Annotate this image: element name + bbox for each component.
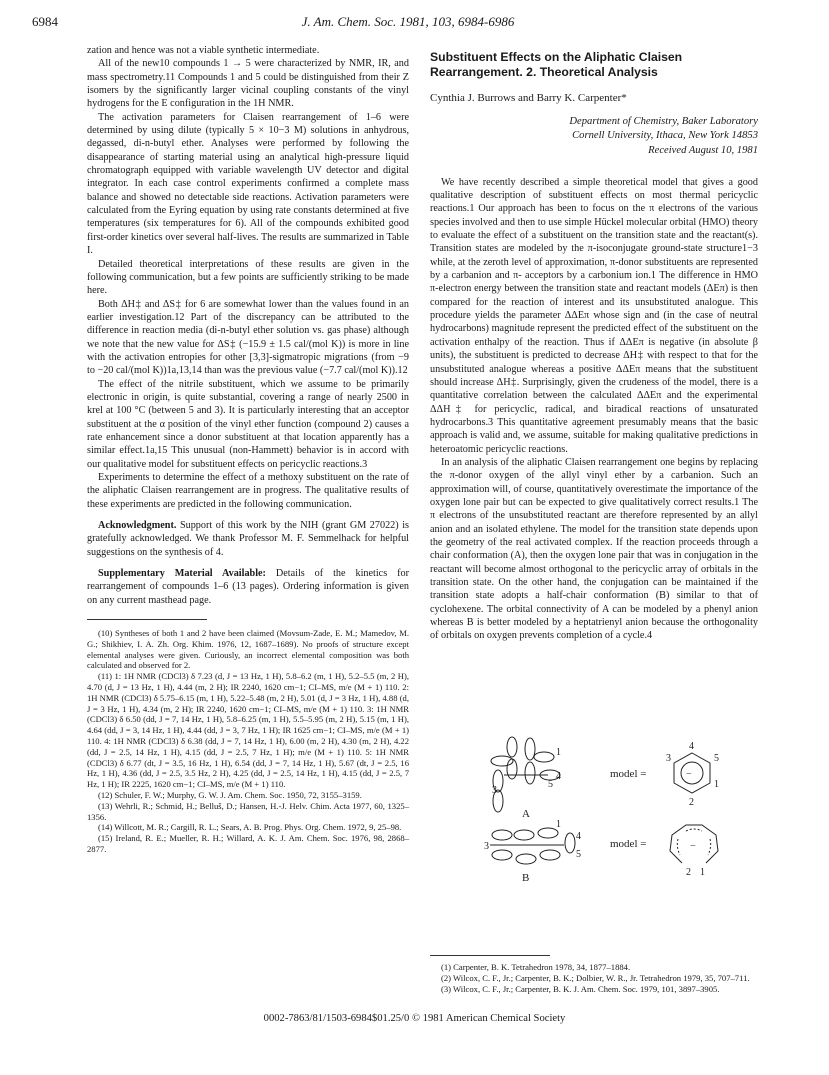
reference: (15) Ireland, R. E.; Mueller, R. H.; Willard, A. K. J. Am. Chem. Soc. 1976, 98, 2868–2877. [87,833,409,855]
journal-citation: J. Am. Chem. Soc. 1981, 103, 6984-6986 [301,14,515,29]
orbital-number: 5 [548,779,553,790]
orbital-figure [430,735,760,885]
svg-text:−: − [690,841,696,852]
reference: (13) Wehrli, R.; Schmid, H.; Belluš, D.; Hansen, H.-J. Helv. Chim. Acta 1977, 60, 1325–1356. [87,800,409,822]
article-title: Substituent Effects on the Aliphatic Claisen Rearrangement. 2. Theoretical Analysis [430,50,683,79]
orbital-number: 3 [492,785,497,796]
ring-number: 1 [700,867,705,878]
body-paragraph: zation and hence was not a viable synthetic intermediate. [87,45,320,56]
acknowledgment-title: Acknowledgment. [98,520,177,532]
affiliation-line: Department of Chemistry, Baker Laboratory [569,116,758,128]
supplementary-material [87,567,409,607]
ring-number: 2 [689,797,694,808]
authors: Cynthia J. Burrows and Barry K. Carpenter* [430,92,627,104]
orbital-diagram [430,735,760,885]
ring-number: 5 [714,753,719,764]
reference: (1) Carpenter, B. K. Tetrahedron 1978, 34, 1877–1884. [441,962,631,972]
heptatrienyl-anion-model [670,825,718,863]
page-header [28,14,788,36]
structure-label-a: A [522,808,530,820]
footnote-rule [430,955,550,956]
orbital-number: 4 [576,831,581,842]
body-paragraph: Experiments to determine the effect of a methoxy substituent on the rate of the aliphatic Claisen rearrangement are in progress. The qualitative results of these experiments are predicted in the following communication. [87,472,409,510]
footnote-rule [87,619,207,620]
reference: (12) Schuler, F. W.; Murphy, G. W. J. Am. Chem. Soc. 1950, 72, 3155–3159. [98,790,362,801]
half-chair-orbitals-b [490,828,575,864]
acknowledgment [87,519,409,559]
orbital-number: 5 [576,849,581,860]
orbital-number: 1 [556,747,561,758]
body-paragraph: We have recently described a simple theoretical model that gives a good qualitative description of substituent effects on most thermal pericyclic reactions.1 Our approach has been to focus on the π electrons of the various species involved and then to use simple Hückel molecular orbital (HMO) theory to evaluate the effect of a substituent on the transition state and the reactant(s). Transition states are modeled by the π-isoconjugate ground-state structure1−3 while, at the zeroth level of approximation, π-donor substituents are represented by a carbanion and π- acceptors by a carbonium ion.1 The difference in HMO π-electron energy between the transition state and reactant models (ΔEπ) is then compared for the reaction of interest and its unsubstituted analogue. This procedure yields the parameter ΔΔEπ whose sign and (in the case of neutral hydrocarbons) magnitude represent the predicted effect of the substituent on the activation enthalpy of the reaction. Thus if ΔΔEπ is negative (in absolute β units), the substituent is predicted to decrease ΔH‡ with respect to that for the unsubstituted analogue whereas a positive ΔΔEπ means that the substituent should increase ΔH‡. Surprisingly, given the crudeness of the model, there is a quantitative correlation between the calculated ΔΔEπ and the experimental ΔΔH‡ for pericyclic, radical, and biradical reactions of unsaturated hydrocarbons.3 This quantitative agreement presumably means that the basic approach is valid and, we assume, suitable for making qualitative predictions in heteroatomic pericyclic reactions. [430,176,758,455]
structure-label-b: B [522,872,530,884]
body-paragraph: In an analysis of the aliphatic Claisen rearrangement one begins by replacing the π-donor oxygen of the allyl vinyl ether by a carbanion. Such an approximation will, of course, quantitatively overestimate the importance of the oxygen lone pair but can be expected to give qualitatively correct results.1 The π electrons of the unsubstituted reactant are therefore represented by an allyl anion and an isolated ethylene. The model for the transition state depends upon the geometry of the real activated complex. If the reaction proceeds through a chair conformation (A), then the oxygen lone pair that was in conjugation in the reactant will become almost orthogonal to the pericyclic array of orbitals in the transition state. On the other hand, the conjugation can be maintained if the transition state adopts a half-chair conformation (B) similar to that of cyclohexene. The orbital connectivity of A can be modeled by a phenyl anion whereas B is better modeled by a heptatrienyl anion because the orthogonality of orbitals on oxygen prevents completion of a cycle.4 [430,456,758,642]
body-paragraph: The activation parameters for Claisen rearrangement of 1–6 were determined by using dilute (typically 5 × 10−3 M) solutions in anhydrous, degassed, di-n-butyl ether. Analyses were performed by following the disappearance of starting material using an analytical high-pressure liquid chromatograph equipped with variable wavelength UV detector and digital integrator. In each case control experiments confirmed a complete mass balance and showed no detectable side reactions. Activation parameters were calculated from the Eyring equation by using rate constants determined at five temperatures (six temperatures for 6). All of the compounds exhibited good first-order kinetics over several half-lives. The results are summarized in Table I. [87,111,409,257]
body-paragraph: The effect of the nitrile substituent, which we assume to be primarily electronic in origin, is quite substantial, covering a range of nearly 2500 in krel at 100 °C (between 5 and 3). It is particularly interesting that an acceptor substituent at the α position of the vinyl ether function (compound 2) causes a rate enhancement since a donor substituent at that location apparently has a similar effect.1a,15 This unusual (non-Hammett) behavior is in accord with our qualitative model for substituent effects on pericyclic reactions.3 [87,378,409,470]
reference: (11) 1: 1H NMR (CDCl3) δ 7.23 (d, J = 13 Hz, 1 H), 5.8–6.2 (m, 1 H), 5.2–5.5 (m, 2 H), 4.70 (d, J = 13 Hz, 1 H), 4.44 (m, 2 H); IR 2240, 1620 cm−1; CI–MS, m/e (M + 1) 110. 2: 1H NMR (CDCl3) δ 5.75–6.15 (m, 1 H), 5.22–5.48 (m, 2 H), 5.01 (d, J = 3 Hz, 1 H), 4.88 (d, J = 3 Hz, 1 H), 4.34 (m, 2 H); IR 2240, 1620 cm−1; CI–MS, m/e (M + 1) 110. 3: 1H NMR (CDCl3) δ 6.50 (dd, J = 7, 14 Hz, 1 H), 5.8–6.25 (m, 1 H), 5.5–5.95 (m, 2 H), 5.15 (m, 1 H), 4.64 (dd, J = 3, 14 Hz, 1 H), 4.44 (dd, J = 3, 7 Hz, 1 H); IR 1625 cm−1; CI–MS, m/e (M + 1) 110. 4: 1H NMR (CDCl3) δ 6.38 (dd, J = 7, 14 Hz, 1 H), 6.00 (m, 2 H), 4.30 (m, 2 H), 4.22 (dd, J = 2.5, 14 Hz, 1 H), 4.15 (dd, J = 2.5, 7 Hz, 1 H); m/e (M + 1) 110. 5: 1H NMR (CDCl3) δ 6.77 (dt, J = 3.5, 16 Hz, 1 H), 6.54 (dd, J = 7, 14 Hz, 1 H), 5.67 (dt, J = 2.5, 16 Hz, 1 H), 4.36 (dd, J = 2.5, 3.5 Hz, 2 H), 4.25 (dd, J = 2.5, 14 Hz, 1 H), 4.15 (dd, J = 2.5, 7 Hz, 1 H); IR 2225, 1620 cm−1; CI–MS, m/e (M + 1) 110. [87,671,409,790]
left-references [87,628,409,855]
orbital-number: 1 [556,819,561,830]
ring-number: 3 [666,753,671,764]
ring-number: 1 [714,779,719,790]
received-date: Received August 10, 1981 [648,145,758,157]
acknowledgment-text: Support of this work by the NIH (grant GM 27022) is gratefully acknowledged. We thank Professor M. F. Semmelhack for helpful suggestions on the synthesis of 4. [87,520,410,558]
chair-orbitals-a [491,737,560,812]
body-paragraph: Both ΔH‡ and ΔS‡ for 6 are somewhat lower than the values found in an earlier investigation.12 Part of the discrepancy can be attributed to the difference in reaction media (di-n-butyl ether solution vs. gas phase) although we note that the new value for ΔS‡ (−15.9 ± 1.5 cal/(mol K)) is more in line with the activation entropies for other [3,3]-sigmatropic migrations (from −9 to −20 cal/(mol K))1a,13,14 than was the previous value (−7.7 cal/(mol K)).12 [87,298,409,377]
supplementary-text: Details of the kinetics for rearrangement of compounds 1–6 (13 pages). Ordering information is given on any current masthead page. [87,568,409,606]
orbital-number: 4 [556,771,561,782]
copyright-footer: 0002-7863/81/1503-6984$01.25/0 © 1981 American Chemical Society [263,1013,566,1024]
right-references [430,955,758,994]
reference: (10) Syntheses of both 1 and 2 have been claimed (Movsum-Zade, E. M.; Mamedov, M. G.; Shikhiev, I. A. Zh. Org. Khim. 1976, 12, 1687–1689). No proofs of structure except elemental analyses were given. Curiously, an incorrect elemental composition was both calculated and observed for 2. [87,628,409,671]
right-column [430,44,758,643]
svg-text:−: − [686,769,692,780]
reference: (3) Wilcox, C. F., Jr.; Carpenter, B. K. J. Am. Chem. Soc. 1979, 101, 3897–3905. [441,983,720,994]
ring-number: 4 [689,741,694,752]
model-label: model = [610,838,647,850]
ring-number: 2 [686,867,691,878]
body-paragraph: All of the new10 compounds 1 → 5 were characterized by NMR, IR, and mass spectrometry.11 Compounds 1 and 5 could be distinguished from their Z isomers by the significantly larger vicinal coupling constants of the vinyl hydrogens for the E configuration in the 1H NMR. [87,58,409,110]
reference: (14) Willcott, M. R.; Cargill, R. L.; Sears, A. B. Prog. Phys. Org. Chem. 1972, 9, 25–98. [98,822,402,833]
page-number: 6984 [32,14,58,29]
affiliation-line: Cornell University, Ithaca, New York 14853 [572,129,758,141]
left-column [87,44,409,855]
reference: (2) Wilcox, C. F., Jr.; Carpenter, B. K.; Dolbier, W. R., Jr. Tetrahedron 1979, 35, 707–711. [441,972,750,983]
phenyl-anion-model [674,753,710,793]
body-paragraph: Detailed theoretical interpretations of these results are given in the following communication, but a few points are sufficiently striking to be made here. [87,258,409,297]
model-label: model = [610,768,647,780]
orbital-number: 3 [484,841,489,852]
supplementary-title: Supplementary Material Available: [98,568,266,580]
